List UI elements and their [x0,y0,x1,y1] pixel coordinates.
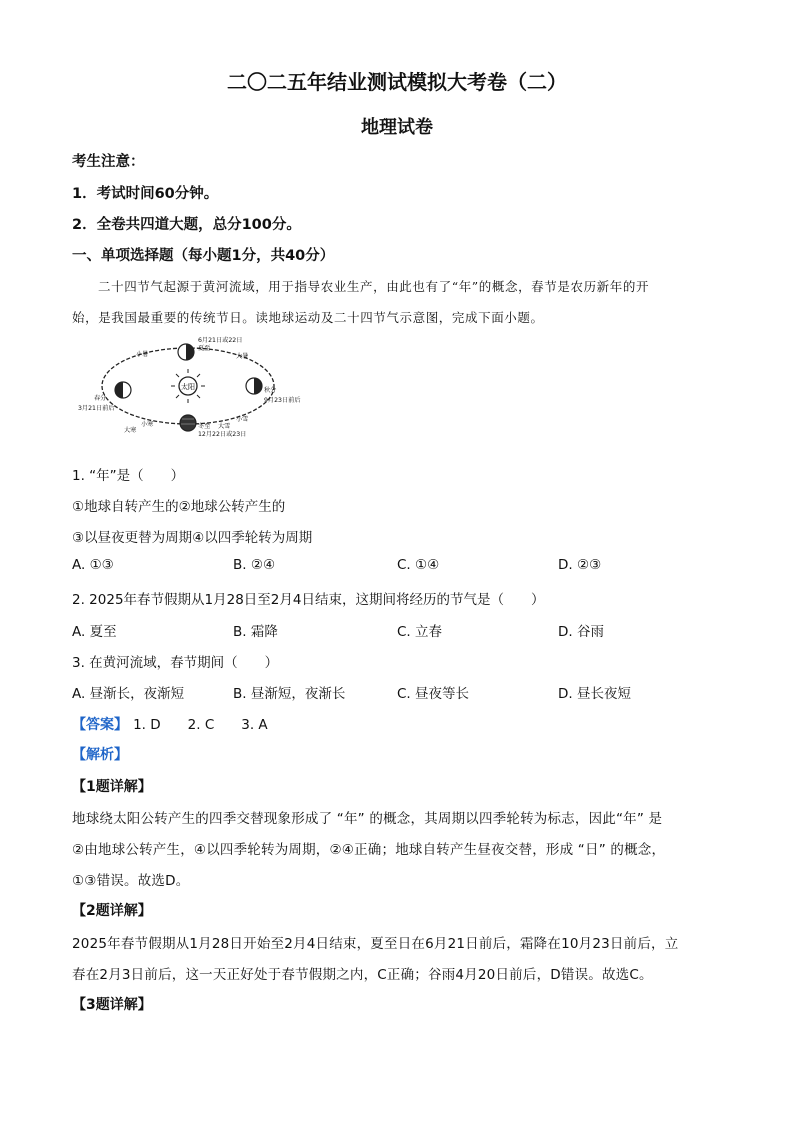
analysis-q2-label: 【2题详解】 [72,903,152,919]
notice-item-1: 1．考试时间60分钟。 [72,186,219,202]
label-winter: 冬至 [198,423,211,430]
question-1-line-1: ①地球自转产生的②地球公转产生的 [72,499,286,515]
earth-spring-icon [115,382,131,398]
notice-heading: 考生注意： [72,154,145,170]
question-1-option-b: B. ②④ [233,557,276,573]
question-3-option-b: B. 昼渐短，夜渐长 [233,686,346,702]
question-1-option-d: D. ②③ [558,557,602,573]
exam-title: 二〇二五年结业测试模拟大考卷（二） [227,70,567,94]
label-xiaoxue: 小雪 [236,416,249,423]
analysis-q2-line-1: 2025年春节假期从1月28日开始至2月4日结束，夏至日在6月21日前后，霜降在10月23日前后，立 [72,936,679,952]
question-2-stem: 2. 2025年春节假期从1月28日至2月4日结束，这期间将经历的节气是（ ） [72,592,545,608]
answer-text: 1. D 2. C 3. A [133,717,268,733]
label-xiaohan: 小寒 [141,421,154,428]
analysis-q1-line-2: ②由地球公转产生，④以四季轮转为周期，②④正确；地球自转产生昼夜交替，形成 “日” 的概念， [72,842,666,858]
answer-row [72,713,268,734]
passage-line-1: 二十四节气起源于黄河流域，用于指导农业生产，由此也有了“年”的概念，春节是农历新年的开 [98,279,650,294]
earth-orbit-solar-terms-figure [76,328,306,440]
question-3-option-c: C. 昼夜等长 [397,686,470,702]
label-dahan: 大寒 [124,427,137,434]
earth-summer-icon [178,344,194,360]
earth-autumn-icon [246,378,262,394]
question-1-option-c: C. ①④ [397,557,440,573]
exam-subtitle: 地理试卷 [361,117,433,138]
label-dashu: 大暑 [236,353,249,360]
svg-text:太阳: 太阳 [181,383,195,391]
question-1-line-2: ③以昼夜更替为周期④以四季轮转为周期 [72,530,313,546]
question-2-option-b: B. 霜降 [233,624,278,640]
analysis-q1-line-3: ①③错误。故选D。 [72,873,190,889]
label-summer: 夏至 [198,345,211,352]
question-1-option-a: A. ①③ [72,557,114,573]
label-winter-date: 12月22日或23日 [198,431,247,438]
passage-line-2: 始，是我国最重要的传统节日。读地球运动及二十四节气示意图，完成下面小题。 [72,310,544,325]
question-1-stem: 1. “年”是（ ） [72,468,185,484]
analysis-q1-line-1: 地球绕太阳公转产生的四季交替现象形成了 “年” 的概念，其周期以四季轮转为标志，因此“年” 是 [72,811,663,827]
label-sept-date: 9月23日前后 [264,397,301,404]
label-xiaoshu: 小暑 [136,351,149,358]
question-2-option-c: C. 立春 [397,624,443,640]
analysis-label: 【解析】 [72,747,128,763]
label-daxue: 大雪 [218,423,231,430]
analysis-q2-line-2: 春在2月3日前后，这一天正好处于春节假期之内，C正确；谷雨4月20日前后，D错误。故选C。 [72,967,653,983]
question-2-option-a: A. 夏至 [72,624,117,640]
sun-icon [171,369,205,403]
question-3-option-a: A. 昼渐长，夜渐短 [72,686,185,702]
question-2-option-d: D. 谷雨 [558,624,604,640]
section-heading: 一、单项选择题（每小题1分，共40分） [72,248,335,264]
label-spring-equinox: 春分 [94,395,107,402]
answer-label: 【答案】 [72,717,128,733]
label-march-date: 3月21日前后 [78,405,115,412]
earth-winter-icon [180,415,196,431]
question-3-option-d: D. 昼长夜短 [558,686,631,702]
analysis-q3-label: 【3题详解】 [72,997,152,1013]
analysis-q1-label: 【1题详解】 [72,779,152,795]
notice-item-2: 2．全卷共四道大题，总分100分。 [72,217,301,233]
question-3-stem: 3. 在黄河流域，春节期间（ ） [72,655,279,671]
label-autumn-equinox: 秋分 [264,387,277,394]
label-summer-date: 6月21日或22日 [198,337,243,344]
